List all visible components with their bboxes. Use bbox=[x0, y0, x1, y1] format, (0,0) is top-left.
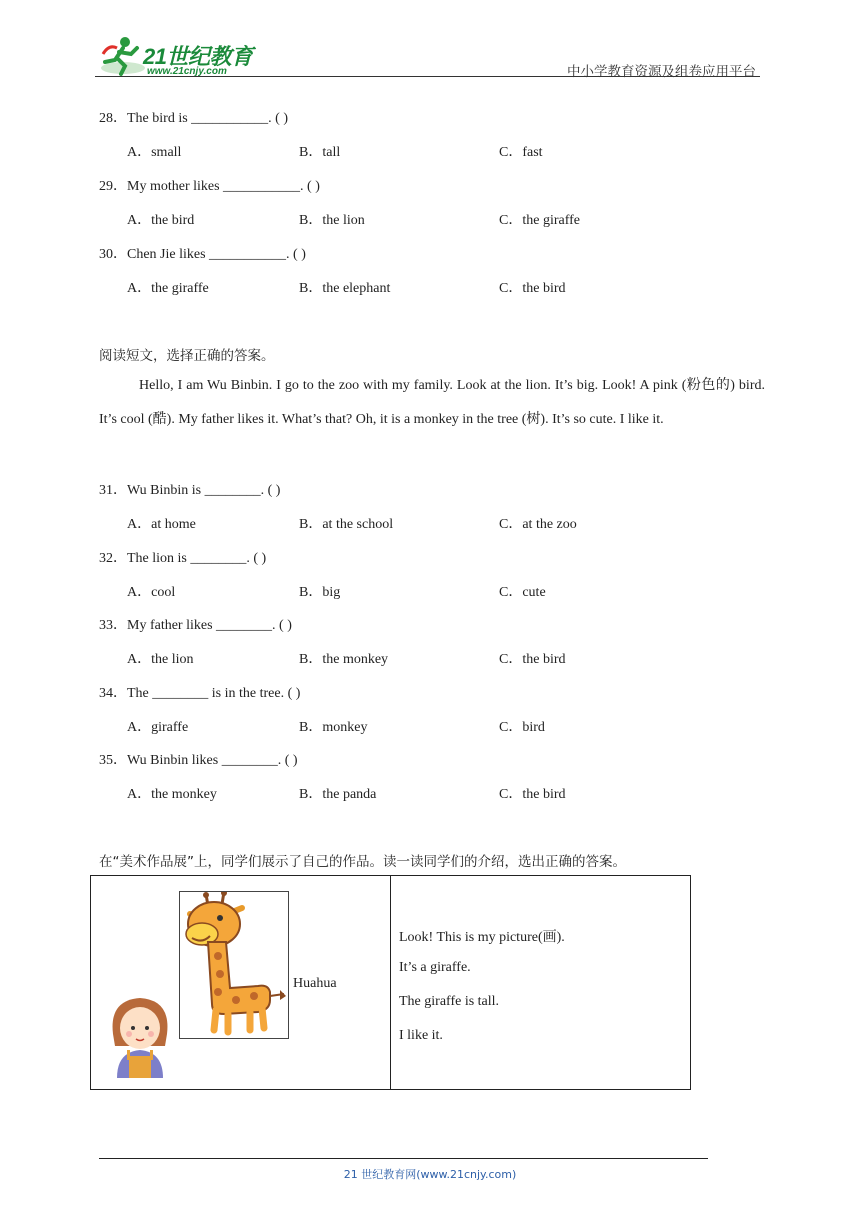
student-name: Huahua bbox=[293, 976, 337, 991]
question-33: 33．My father likes ________. ( ) bbox=[99, 618, 292, 633]
giraffe-picture bbox=[179, 891, 289, 1039]
description-cell bbox=[391, 876, 691, 1090]
option-b: B．the elephant bbox=[299, 281, 391, 296]
option-c: C．at the zoo bbox=[499, 517, 577, 532]
option-a: A．giraffe bbox=[127, 720, 189, 735]
logo-url: www.21cnjy.com bbox=[147, 66, 227, 77]
option-c: C．bird bbox=[499, 720, 545, 735]
question-31: 31．Wu Binbin is ________. ( ) bbox=[99, 483, 281, 498]
question-35: 35．Wu Binbin likes ________. ( ) bbox=[99, 753, 298, 768]
question-29: 29．My mother likes ___________. ( ) bbox=[99, 179, 320, 194]
option-b: B．tall bbox=[299, 145, 341, 160]
option-c: C．cute bbox=[499, 585, 546, 600]
page-header bbox=[95, 30, 760, 80]
giraffe-icon bbox=[180, 892, 288, 1038]
option-a: A．at home bbox=[127, 517, 196, 532]
option-c: C．the bird bbox=[499, 787, 566, 802]
question-28: 28．The bird is ___________. ( ) bbox=[99, 111, 288, 126]
description-line: Look! This is my picture(画). bbox=[399, 930, 565, 945]
option-a: A．cool bbox=[127, 585, 176, 600]
option-c: C．fast bbox=[499, 145, 543, 160]
site-logo bbox=[95, 34, 260, 78]
reading-passage: Hello, I am Wu Binbin. I go to the zoo with my family. Look at the lion. It’s big. Look! A pink (粉色的) bird. It’s cool (酷). My father likes it. What’s that? Oh, it is a monkey in the tree (树). It’s so cute. I like it. bbox=[99, 378, 765, 427]
option-b: B．the monkey bbox=[299, 652, 389, 667]
art-show-instruction: 在“美术作品展”上，同学们展示了自己的作品。读一读同学们的介绍，选出正确的答案。 bbox=[99, 854, 626, 870]
option-b: B．big bbox=[299, 585, 341, 600]
question-34: 34．The ________ is in the tree. ( ) bbox=[99, 686, 301, 701]
platform-title: 中小学教育资源及组卷应用平台 bbox=[567, 64, 756, 80]
option-a: A．the lion bbox=[127, 652, 194, 667]
option-c: C．the bird bbox=[499, 281, 566, 296]
option-a: A．the monkey bbox=[127, 787, 217, 802]
footer-text: 21 世纪教育网(www.21cnjy.com) bbox=[343, 1168, 517, 1181]
option-c: C．the bird bbox=[499, 652, 566, 667]
option-a: A．the bird bbox=[127, 213, 195, 228]
runner-logo-icon bbox=[95, 34, 145, 78]
reading-instruction: 阅读短文，选择正确的答案。 bbox=[99, 348, 275, 364]
option-b: B．at the school bbox=[299, 517, 394, 532]
logo-text: 21世纪教育 bbox=[143, 44, 253, 69]
question-32: 32．The lion is ________. ( ) bbox=[99, 551, 267, 566]
option-a: A．small bbox=[127, 145, 182, 160]
option-b: B．the lion bbox=[299, 213, 365, 228]
description-line: I like it. bbox=[399, 1028, 443, 1043]
header-divider bbox=[95, 76, 760, 77]
description-line: It’s a giraffe. bbox=[399, 960, 471, 975]
footer-divider bbox=[99, 1158, 708, 1159]
picture-cell bbox=[91, 876, 391, 1090]
question-30: 30．Chen Jie likes ___________. ( ) bbox=[99, 247, 306, 262]
option-a: A．the giraffe bbox=[127, 281, 209, 296]
option-b: B．the panda bbox=[299, 787, 377, 802]
option-b: B．monkey bbox=[299, 720, 368, 735]
option-c: C．the giraffe bbox=[499, 213, 580, 228]
description-line: The giraffe is tall. bbox=[399, 994, 500, 1009]
art-show-table bbox=[90, 875, 691, 1090]
girl-avatar-icon bbox=[103, 994, 177, 1078]
